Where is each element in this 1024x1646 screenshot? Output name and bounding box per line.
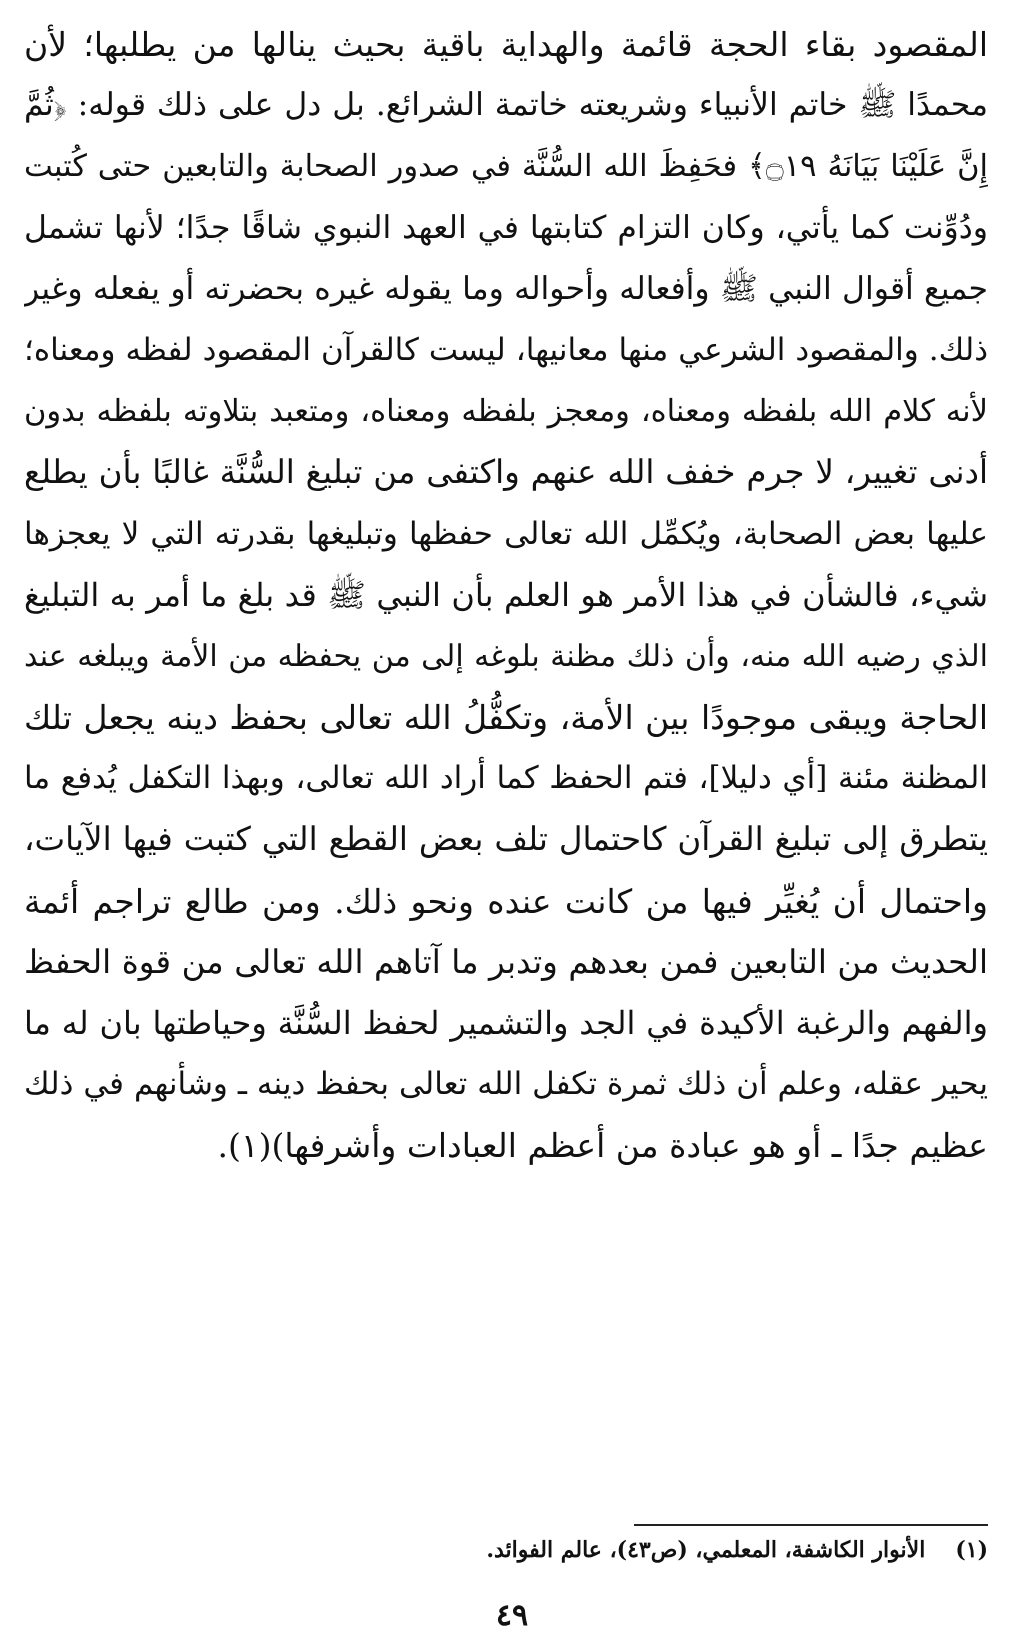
text-line: عليها بعض الصحابة، ويُكمِّل الله تعالى حفظها وتبليغها بقدرته التي لا يعجزها: [24, 515, 988, 552]
text-line: ذلك. والمقصود الشرعي منها معانيها، ليست كالقرآن المقصود لفظه ومعناه؛: [24, 331, 988, 368]
text-line: شيء، فالشأن في هذا الأمر هو العلم بأن النبي ﷺ قد بلغ ما أمر به التبليغ: [24, 575, 988, 614]
text-line: ودُوِّنت كما يأتي، وكان التزام كتابتها في العهد النبوي شاقًا جدًا؛ لأنها تشمل: [24, 209, 988, 246]
text-line: المقصود بقاء الحجة قائمة والهداية باقية بحيث ينالها من يطلبها؛ لأن: [24, 25, 988, 64]
text-line: يتطرق إلى تبليغ القرآن كاحتمال تلف بعض القطع التي كتبت فيها الآيات،: [24, 820, 988, 859]
footnote-marker: (١): [955, 1537, 988, 1563]
text-line: إِنَّ عَلَيْنَا بَيَانَهُ ۝١٩﴾ فحَفِظَ الله السُّنَّة في صدور الصحابة والتابعين حتى كُتبت: [24, 149, 988, 185]
text-line-last: عظيم جدًا ـ أو هو عبادة من أعظم العبادات وأشرفها)(١).: [217, 1126, 988, 1166]
text-line: يحير عقله، وعلم أن ذلك ثمرة تكفل الله تعالى بحفظ دينه ـ وشأنهم في ذلك: [24, 1066, 988, 1103]
text-line: الحديث من التابعين فمن بعدهم وتدبر ما آتاهم الله تعالى من قوة الحفظ: [24, 942, 988, 981]
text-line: جميع أقوال النبي ﷺ وأفعاله وأحواله وما يقوله غيره بحضرته أو يفعله وغير: [24, 270, 988, 307]
footnote-divider: [634, 1524, 988, 1526]
text-line: أدنى تغيير، لا جرم خفف الله عنهم واكتفى من تبليغ السُّنَّة غالبًا بأن يطلع: [24, 453, 988, 492]
footnote: [24, 1533, 988, 1567]
main-text-block: [24, 14, 988, 1177]
text-line: واحتمال أن يُغيِّر فيها من كانت عنده ونحو ذلك. ومن طالع تراجم أئمة: [24, 881, 988, 921]
footnote-text: الأنوار الكاشفة، المعلمي، (ص٤٣)، عالم الفوائد.: [486, 1537, 926, 1563]
text-line: لأنه كلام الله بلفظه ومعناه، ومعجز بلفظه ومعناه، ومتعبد بتلاوته بلفظه بدون: [24, 394, 988, 430]
text-line: الحاجة ويبقى موجودًا بين الأمة، وتكفُّلُ الله تعالى بحفظ دينه يجعل تلك: [24, 698, 988, 738]
page-number: ٤٩: [495, 1598, 529, 1633]
text-line: والفهم والرغبة الأكيدة في الجد والتشمير لحفظ السُّنَّة وحياطتها بان له ما: [24, 1004, 988, 1042]
text-line: محمدًا ﷺ خاتم الأنبياء وشريعته خاتمة الشرائع. بل دل على ذلك قوله: ﴿ثُمَّ: [24, 87, 988, 124]
text-line: المظنة مئنة [أي دليلا]، فتم الحفظ كما أراد الله تعالى، وبهذا التكفل يُدفع ما: [24, 760, 988, 797]
text-line: الذي رضيه الله منه، وأن ذلك مظنة بلوغه إلى من يحفظه من الأمة ويبلغه عند: [24, 638, 988, 674]
